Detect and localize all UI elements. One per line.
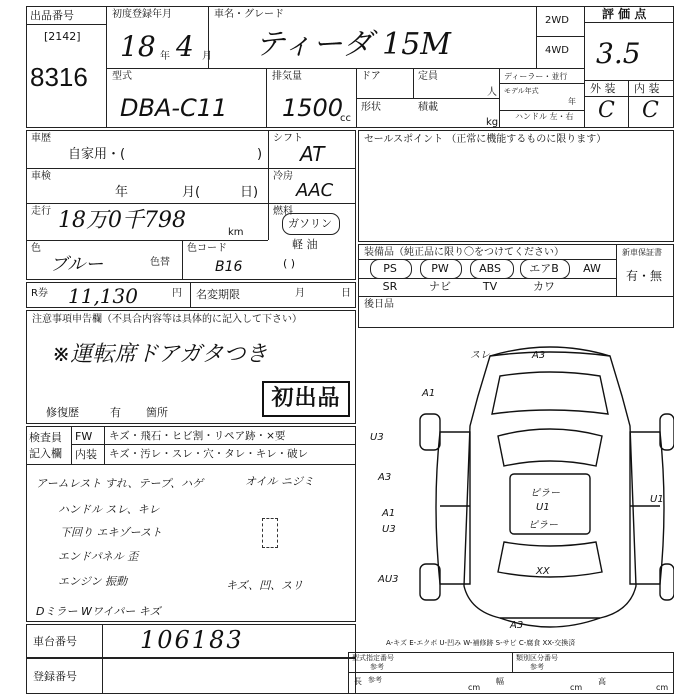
history-label: 車歴 <box>31 133 51 144</box>
mileage-unit: km <box>228 227 244 238</box>
history-close: ) <box>257 147 263 162</box>
divider <box>106 6 107 128</box>
exterior-label: 外 装 <box>590 82 616 95</box>
name-change-label: 名変期限 <box>196 288 240 301</box>
stamp-text: 初出品 <box>271 386 341 411</box>
score-label: 評 価 点 <box>602 7 647 21</box>
history-value: 自家用・( <box>68 147 126 162</box>
mark-a3-rear: A3 <box>510 620 524 631</box>
warranty-label: 新車保証書 <box>622 248 662 257</box>
spec-bottom-frame <box>348 652 674 694</box>
insp-year: 年 <box>115 185 129 200</box>
divider <box>356 98 499 99</box>
height-label: 高 <box>598 677 606 686</box>
repair-value: 有 <box>110 406 121 419</box>
mark-u1-right: U1 <box>650 494 664 505</box>
fw-text: キズ・飛石・ヒビ割・リペア跡・×要 <box>109 430 286 442</box>
remark-1: アームレスト すれ、テープ、ハゲ <box>36 477 204 490</box>
color-change-label: 色替 <box>150 257 170 268</box>
equipment-label: 装備品（純正品に限り〇をつけてください） <box>364 247 564 258</box>
type-value: DBA-C11 <box>120 94 228 122</box>
mark-a1-left: A1 <box>382 508 396 519</box>
ac-value: AAC <box>296 180 334 201</box>
divider <box>266 68 267 128</box>
interior-grade: C <box>642 98 659 123</box>
divider <box>616 244 617 296</box>
divider <box>512 652 513 672</box>
fw-label: FW <box>75 430 93 443</box>
exterior-grade: C <box>598 98 615 123</box>
circle-ps <box>370 259 412 279</box>
mark-xx: XX <box>536 566 550 577</box>
divider <box>26 240 268 241</box>
recycle-label: R券 <box>31 288 48 299</box>
model-grade-label: 車名・グレード <box>214 9 284 20</box>
divider <box>536 6 537 68</box>
mark-pillar-2: ピラー <box>528 520 558 531</box>
int-text: キズ・汚レ・スレ・穴・タレ・キレ・破レ <box>109 448 309 460</box>
repair-label: 修復歴 <box>46 406 79 419</box>
insp-day: 日) <box>240 185 259 200</box>
remark-2: ハンドル スレ、キレ <box>58 503 160 516</box>
remark-5-right: キズ、凹、スリ <box>226 579 304 592</box>
car-diagram <box>360 336 674 636</box>
remark-4: エンドパネル 歪 <box>58 550 139 563</box>
repair-area: 箇所 <box>146 406 168 419</box>
color-value: ブルー <box>50 254 104 275</box>
circle-abs <box>470 259 514 279</box>
color-label: 色 <box>31 243 41 254</box>
remark-1-right: オイル ニジミ <box>245 475 314 488</box>
fuel-label: 燃料 <box>273 206 293 217</box>
equipment-pw: PW <box>431 262 449 275</box>
first-reg-label: 初度登録年月 <box>112 9 172 20</box>
divider <box>499 110 584 111</box>
inspector-label: 検査員 <box>29 431 62 444</box>
warranty-value: 有・無 <box>626 269 663 283</box>
capacity-unit: 人 <box>487 87 497 98</box>
insp-month: 月( <box>182 185 201 200</box>
year-value: 18 <box>120 30 156 63</box>
year-unit: 年 <box>160 51 170 62</box>
notes-label: 注意事項申告欄（不具合内容等は具体的に記入して下さい） <box>32 314 302 325</box>
equipment-ps: PS <box>383 262 397 275</box>
class-label: 類別区分番号 <box>516 654 558 662</box>
drive-4wd: 4WD <box>545 45 569 56</box>
divider <box>104 426 105 464</box>
equipment-navi: ナビ <box>429 280 451 293</box>
capacity-label: 定員 <box>418 71 438 82</box>
mark-pillar-1: ピラー <box>530 488 560 499</box>
divider <box>348 672 674 673</box>
drive-2wd: 2WD <box>545 15 569 26</box>
shape-label: 形状 <box>361 102 381 113</box>
shift-label: シフト <box>273 133 303 144</box>
divider <box>584 22 674 23</box>
divider <box>584 96 674 97</box>
mileage-value: 18万0千798 <box>58 208 186 233</box>
divider <box>536 36 584 37</box>
lot-number: 8316 <box>30 62 88 92</box>
divider <box>358 296 674 297</box>
equipment-cover: カワ <box>533 280 555 293</box>
mark-a1-hood: A1 <box>422 388 436 399</box>
load-unit: kg <box>486 117 499 128</box>
divider <box>413 68 414 98</box>
displacement-label: 排気量 <box>272 71 302 82</box>
mark-u3-left2: U3 <box>382 524 396 535</box>
recycle-unit: 円 <box>172 288 182 299</box>
mark-a3-front: A3 <box>532 350 546 361</box>
notes-value: ※運転席ドアガタつき <box>52 342 268 367</box>
width-label: 幅 <box>496 677 504 686</box>
shift-value: AT <box>300 142 325 166</box>
divider <box>26 203 356 204</box>
equipment-sr: SR <box>382 280 398 293</box>
remark-5: エンジン 振動 <box>58 575 127 588</box>
divider <box>268 130 269 240</box>
divider <box>26 24 106 25</box>
circle-airbag <box>520 259 570 279</box>
mark-sure-front: スレ <box>470 350 490 361</box>
divider <box>584 80 674 81</box>
type-label: 型式 <box>112 71 132 82</box>
displacement-value: 1500 <box>282 94 344 122</box>
remark-3: 下回り エキゾースト <box>60 526 162 539</box>
month-value: 4 <box>176 30 194 63</box>
divider <box>182 240 183 280</box>
divider <box>106 68 584 69</box>
remark-6: Dミラー Wワイパー キズ <box>36 605 161 618</box>
color-code-value: B16 <box>215 259 243 275</box>
chassis-value: 106183 <box>140 626 244 654</box>
first-listing-stamp <box>262 381 350 417</box>
divider <box>190 282 191 308</box>
handle-label: ハンドル 左・右 <box>515 112 574 121</box>
equipment-airbag: エアB <box>529 262 559 275</box>
inspection-label: 車検 <box>31 171 51 182</box>
type-designation-label: 型式指定番号 <box>352 654 394 662</box>
interior-label: 内 装 <box>634 82 660 95</box>
month-unit: 月 <box>202 51 212 62</box>
length-ref: 参考 <box>368 676 382 684</box>
divider <box>358 278 616 279</box>
divider <box>499 83 584 84</box>
divider <box>499 68 500 128</box>
diagram-legend: A-キズ E-エクボ U-凹み W-補修跡 S-サビ C-腐食 XX-交換済 <box>386 639 576 647</box>
fuel-diesel: 軽 油 <box>292 238 318 251</box>
displacement-unit: cc <box>340 113 351 124</box>
type-ref-label: 参考 <box>370 663 384 671</box>
divider <box>71 444 356 445</box>
later-label: 後日品 <box>364 299 394 310</box>
recycle-value: 11,130 <box>68 284 138 308</box>
divider <box>628 80 629 128</box>
equipment-aw: AW <box>583 262 601 275</box>
mark-a3-left: A3 <box>378 472 392 483</box>
fuel-gasoline: ガソリン <box>288 217 332 230</box>
reg-label: 登録番号 <box>33 670 77 683</box>
scribble-mark <box>262 518 278 548</box>
mark-u3-left: U3 <box>370 432 384 443</box>
height-unit: cm <box>656 683 669 692</box>
divider <box>26 464 356 465</box>
color-code-label: 色コード <box>187 243 227 254</box>
dealer-label: ディーラー・並行 <box>504 72 568 81</box>
mark-au3: AU3 <box>378 574 399 585</box>
divider <box>584 6 585 128</box>
divider <box>71 426 72 464</box>
int-label: 内装 <box>75 448 97 461</box>
model-year-label: モデル年式 <box>504 87 539 95</box>
sales-point-label: セールスポイント （正常に機能するものに限ります） <box>364 134 607 145</box>
divider <box>208 6 209 68</box>
name-change-month: 月 <box>295 288 305 299</box>
name-change-day: 日 <box>341 288 351 299</box>
circle-pw <box>420 259 462 279</box>
class-ref-label: 参考 <box>530 663 544 671</box>
entry-label: 記入欄 <box>29 447 62 460</box>
length-unit: cm <box>468 683 481 692</box>
model-grade-value: ティーダ 15M <box>255 27 452 62</box>
chassis-label: 車台番号 <box>33 635 77 648</box>
fuel-other: ( ) <box>283 257 296 270</box>
lot-label: 出品番号 <box>30 9 74 22</box>
door-label: ドア <box>361 71 381 82</box>
sales-point-frame <box>358 130 674 242</box>
equipment-tv: TV <box>482 280 498 293</box>
load-label: 積載 <box>418 102 438 113</box>
lot-sub: [2142] <box>44 30 81 43</box>
mark-u1-center: U1 <box>536 502 550 513</box>
score-value: 3.5 <box>596 37 641 70</box>
mileage-label: 走行 <box>31 206 51 217</box>
model-year-unit: 年 <box>568 97 576 106</box>
ac-label: 冷房 <box>273 171 293 182</box>
equipment-abs: ABS <box>479 262 501 275</box>
divider <box>26 168 356 169</box>
width-unit: cm <box>570 683 583 692</box>
length-label: 長 <box>354 677 362 686</box>
